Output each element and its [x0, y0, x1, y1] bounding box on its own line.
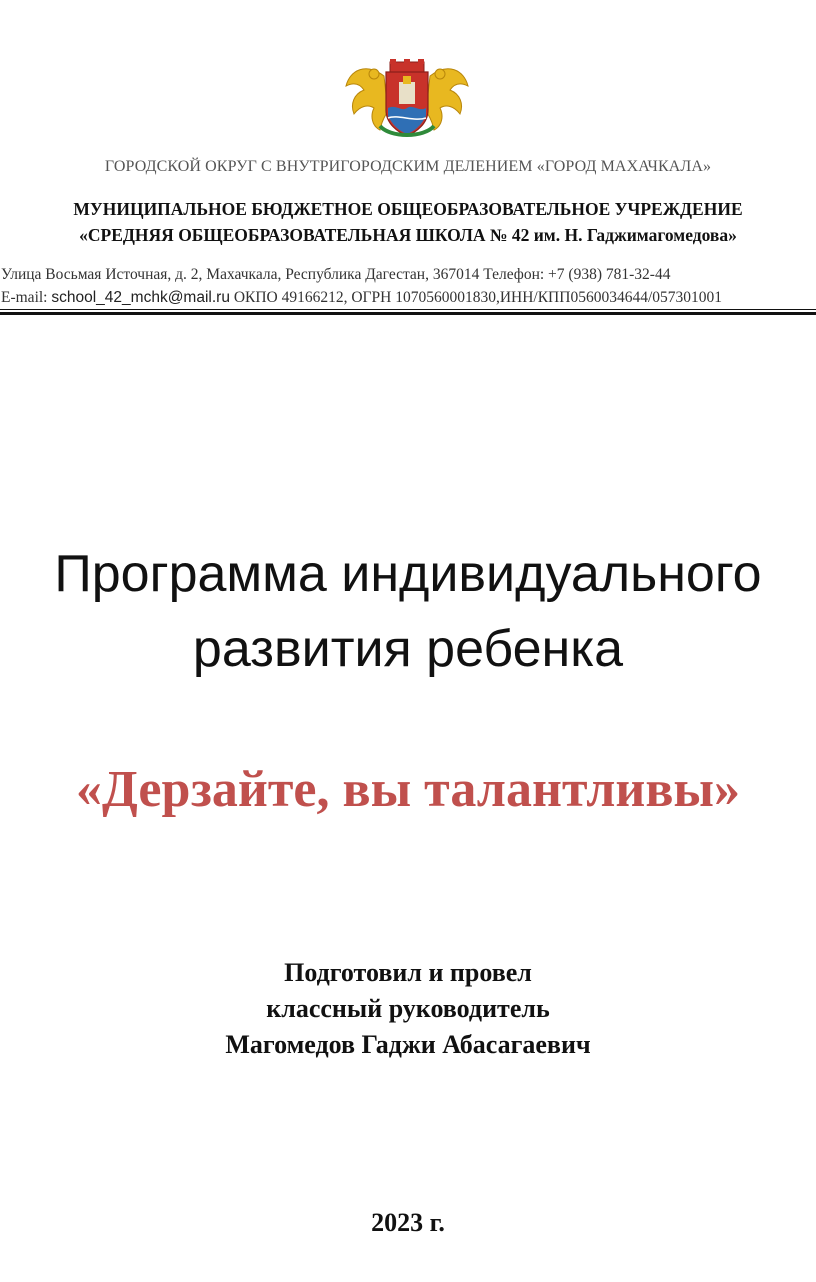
program-motto: «Дерзайте, вы талантливы» — [75, 761, 741, 818]
registry-codes: ОКПО 49166212, ОГРН 1070560001830,ИНН/КПП0560034644/057301001 — [229, 289, 722, 306]
document-title-line2: развития ребенка — [192, 620, 624, 678]
author-name: Магомедов Гаджи Абасагаевич — [225, 1030, 591, 1059]
document-year: 2023 г. — [371, 1208, 445, 1237]
district-title: ГОРОДСКОЙ ОКРУГ С ВНУТРИГОРОДСКИМ ДЕЛЕНИЕМ «ГОРОД МАХАЧКАЛА» — [104, 158, 712, 175]
makhachkala-coat-of-arms-icon — [344, 56, 470, 140]
email-link[interactable]: school_42_mchk@mail.ru — [51, 289, 230, 306]
author-line2: классный руководитель — [266, 994, 550, 1023]
contacts-line — [1, 289, 722, 307]
header-divider-thick — [0, 312, 816, 315]
email-label: E-mail: — [1, 289, 52, 306]
document-title-line1: Программа индивидуального — [54, 545, 762, 603]
organization-name: МУНИЦИПАЛЬНОЕ БЮДЖЕТНОЕ ОБЩЕОБРАЗОВАТЕЛЬНОЕ УЧРЕЖДЕНИЕ — [73, 199, 743, 219]
author-line1: Подготовил и провел — [284, 958, 532, 987]
address-line: Улица Восьмая Источная, д. 2, Махачкала, Республика Дагестан, 367014 Телефон: +7 (938) 781-32-44 — [1, 266, 671, 283]
header-divider-thin — [0, 309, 816, 310]
school-name: «СРЕДНЯЯ ОБЩЕОБРАЗОВАТЕЛЬНАЯ ШКОЛА № 42 им. Н. Гаджимагомедова» — [79, 225, 737, 245]
